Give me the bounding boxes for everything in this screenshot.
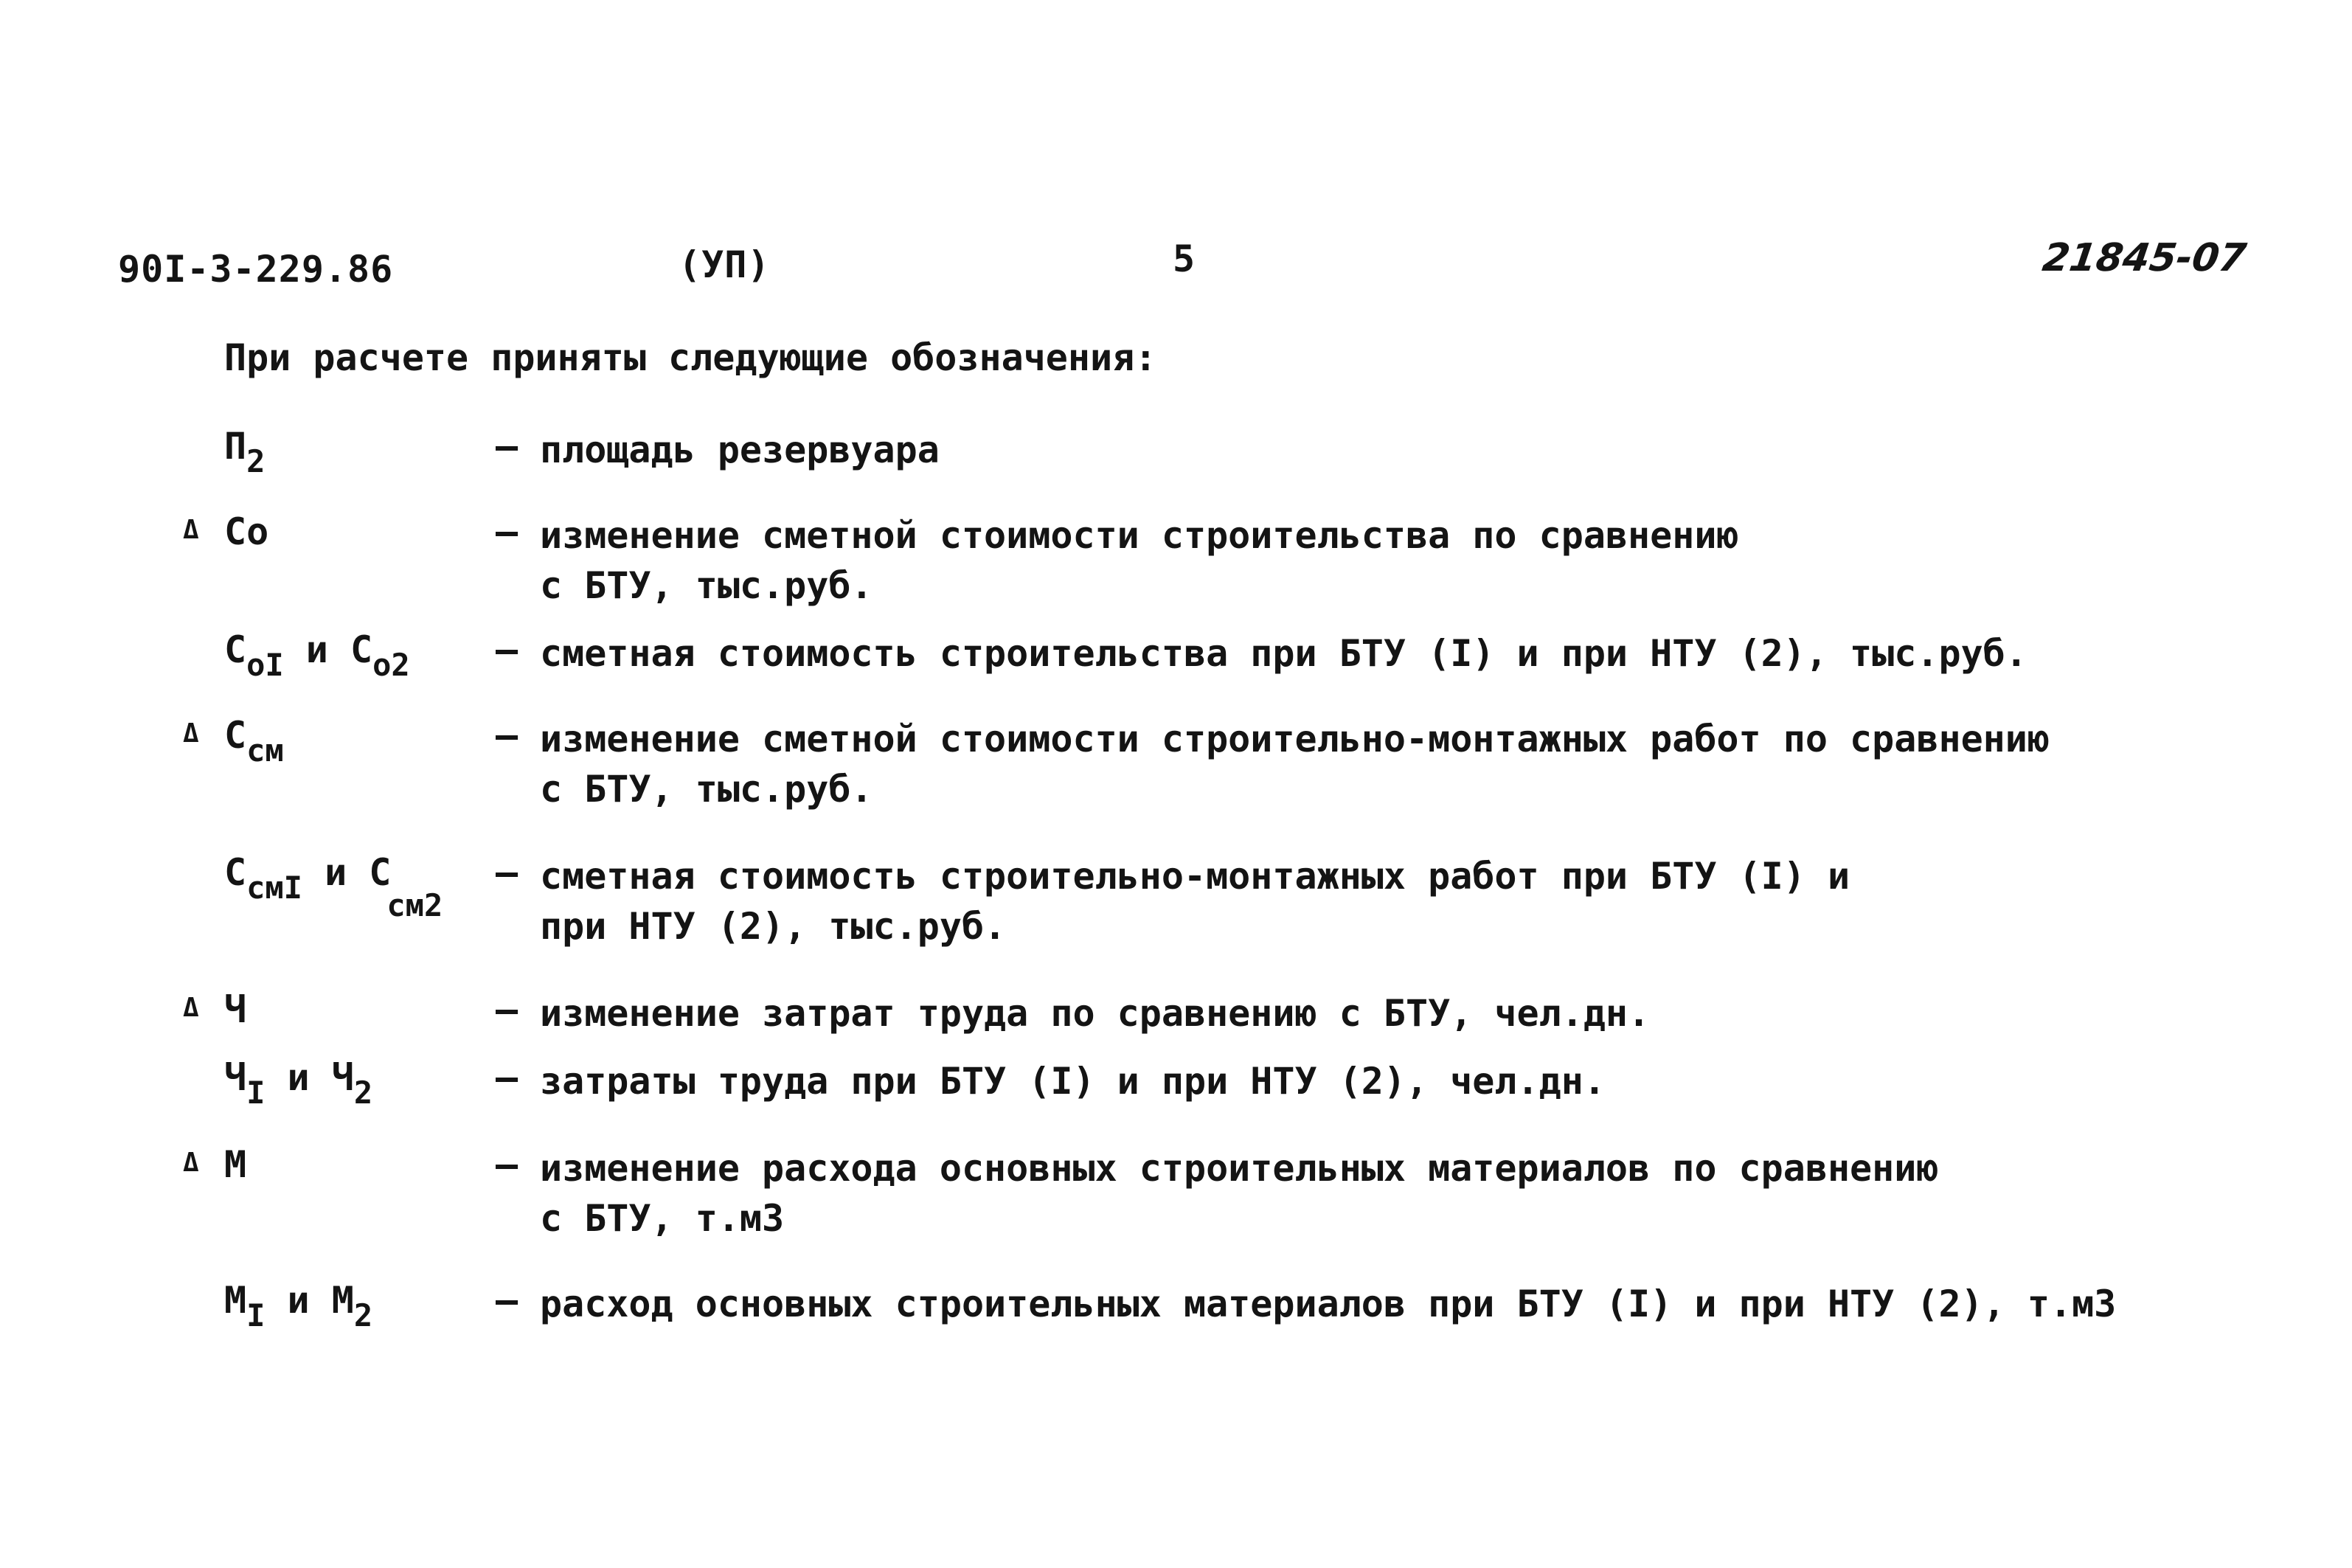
symbol: $М_I$ и $М_2$ [224,1279,373,1333]
dash: – [496,425,518,468]
definition-text: площадь резервуара [540,429,940,471]
page-number: 5 [1173,237,1196,280]
symbol: $С_{смI}$ и $С_{см2}$ [224,851,443,923]
dash: – [496,628,518,671]
dash: – [496,988,518,1031]
archive-number: 21845-07 [2039,236,2249,280]
definition-text: изменение сметной стоимости строительно-монтажных работ по сравнению с БТУ, тыс.руб. [540,718,2050,811]
symbol: $С_{оI}$ и $С_{о2}$ [224,628,410,683]
intro-text: При расчете приняты следующие обозначения: [224,336,1157,379]
delta-mark: Δ [183,718,199,749]
definition-text: изменение расхода основных строительных материалов по сравнению с БТУ, т.м3 [540,1147,1939,1240]
symbol: $С_{см}$ [224,714,284,769]
definition-text: сметная стоимость строительно-монтажных работ при БТУ (I) и при НТУ (2), тыс.руб. [540,855,1850,948]
document-type: (УП) [679,243,771,286]
symbol: Ч [224,988,247,1031]
symbol: М [224,1143,247,1186]
definition-text: расход основных строительных материалов при БТУ (I) и при НТУ (2), т.м3 [540,1283,2117,1325]
definition-text: затраты труда при БТУ (I) и при НТУ (2), чел.дн. [540,1060,1606,1103]
dash: – [496,510,518,553]
dash: – [496,1056,518,1099]
delta-mark: Δ [183,993,199,1023]
dash: – [496,1143,518,1186]
symbol: $Ч_I$ и $Ч_2$ [224,1056,373,1111]
definition-text: сметная стоимость строительства при БТУ (I) и при НТУ (2), тыс.руб. [540,632,2027,675]
document-code: 90I-3-229.86 [118,248,394,291]
symbol: $П_2$ [224,425,266,479]
delta-mark: Δ [183,1148,199,1178]
definition-text: изменение сметной стоимости строительства по сравнению с БТУ, тыс.руб. [540,514,1739,607]
dash: – [496,851,518,894]
dash: – [496,714,518,757]
definition-text: изменение затрат труда по сравнению с БТУ, чел.дн. [540,992,1651,1035]
dash: – [496,1279,518,1322]
delta-mark: Δ [183,515,199,545]
symbol: Со [224,510,269,553]
